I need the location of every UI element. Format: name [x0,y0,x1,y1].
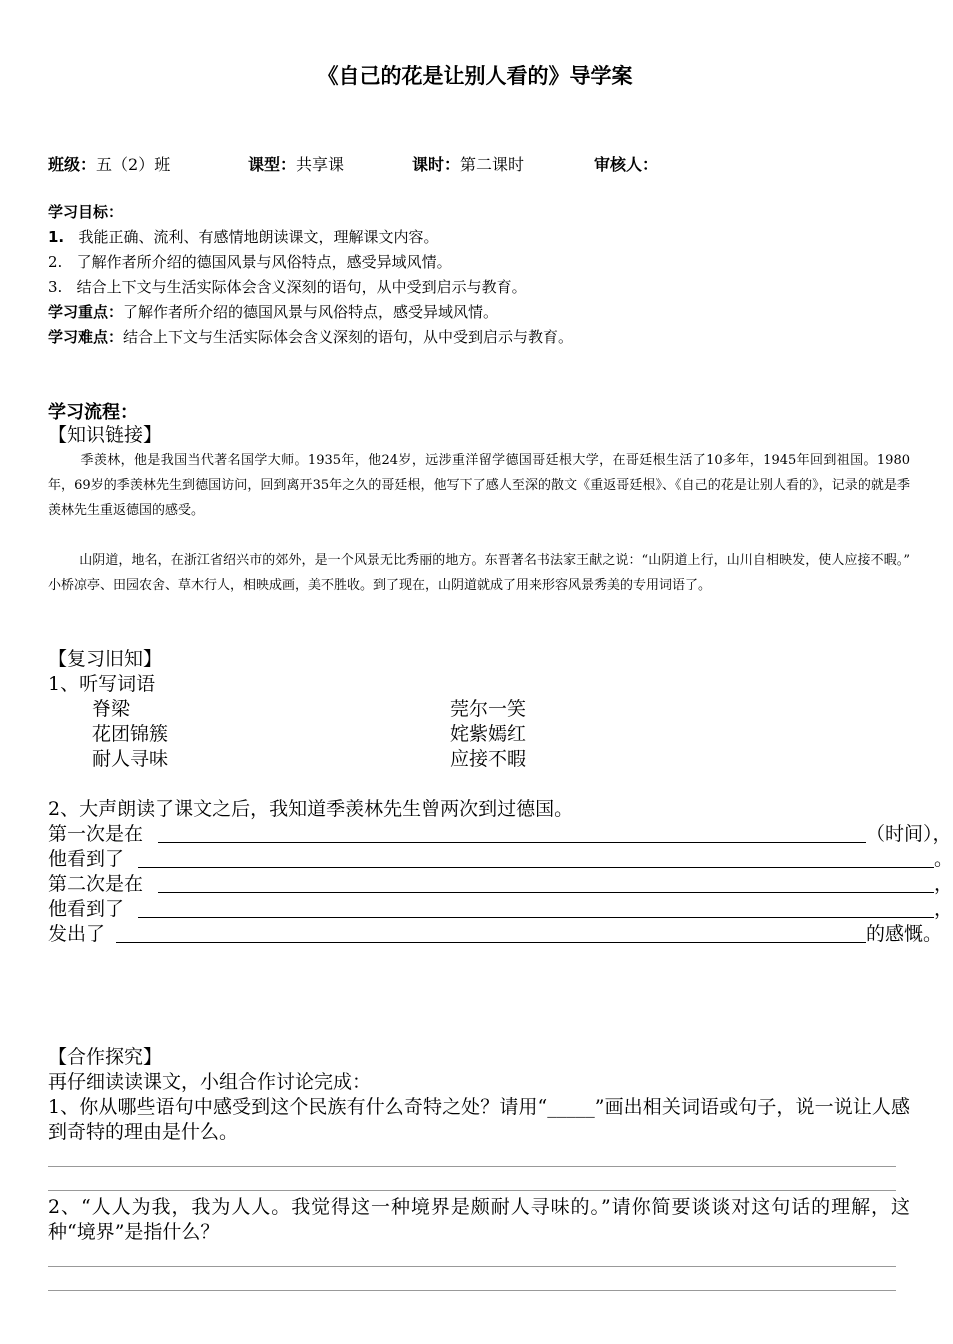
dictation-word: 花团锦簇 [92,723,169,745]
dictation-word: 莞尔一笑 [450,698,527,720]
fill-row-first-visit-saw: 他看到了 。 [48,848,953,870]
germany-visits-question: 2、大声朗读了课文之后，我知道季羡林先生曾两次到过德国。 [48,798,574,820]
knowledge-paragraph-1: 季羡林，他是我国当代著名国学大师。1935年，他24岁，远涉重洋留学德国哥廷根大学，在哥廷根生活了10多年，1945年回到祖国。1980年，69岁的季羡林先生到德国访问，回到离开35年之久的哥廷根，他写下了感人至深的散文《重返哥廷根》、《自己的花是让别人看的》，记录的就是季羡林先生重返德国的感受。 [48,453,910,518]
fill-row-first-visit-time: 第一次是在 （时间）， [48,823,952,845]
fill-row-second-visit-time: 第二次是在 ， [48,873,953,895]
answer-line[interactable] [48,1266,896,1267]
review-heading: 【复习旧知】 [48,648,163,670]
coop-question-1: 1、你从哪些语句中感受到这个民族有什么奇特之处？请用“_____”画出相关词语或句子，说一说让人感到奇特的理由是什么。 [48,1096,910,1143]
learning-goals [48,200,908,350]
fill-blank-line[interactable] [138,867,934,868]
lesson-type-info [248,152,344,175]
key-point: 学习重点：了解作者所介绍的德国风景与风俗特点，感受异域风情。 [48,303,499,321]
dictation-word: 应接不暇 [450,748,527,770]
dictation-words-right [450,697,526,772]
goal-item: 2. 了解作者所介绍的德国风景与风俗特点，感受异域风情。 [48,253,452,271]
goal-item: 1. 我能正确、流利、有感情地朗读课文，理解课文内容。 [48,228,439,246]
dictation-question: 1、听写词语 [48,673,156,695]
reviewer-label: 审核人： [594,155,659,174]
knowledge-paragraph-2: 山阴道，地名，在浙江省绍兴市的郊外，是一个风景无比秀丽的地方。东晋著名书法家王献之说：“山阴道上行，山川自相映发，使人应接不暇。” 小桥凉亭、田园农舍、草木行人，相映成画，美不胜收。到了现在，山阴道就成了用来形容风景秀美的专用词语了。 [48,553,924,593]
class-info [48,152,170,175]
lesson-type-label: 课型： [248,155,297,174]
difficulty-point: 学习难点：结合上下文与生活实际体会含义深刻的语句，从中受到启示与教育。 [48,328,574,346]
coop-question-2: 2、“人人为我，我为人人。我觉得这一种境界是颇耐人寻味的。”请你简要谈谈对这句话的理解，这种“境界”是指什么？ [48,1196,910,1243]
fill-blank-line[interactable] [116,942,866,943]
fill-blank-line[interactable] [158,892,934,893]
knowledge-heading: 【知识链接】 [48,424,163,446]
goal-item: 3. 结合上下文与生活实际体会含义深刻的语句，从中受到启示与教育。 [48,278,527,296]
period-label: 课时： [412,155,461,174]
fill-row-feeling: 发出了 的感慨。 [48,923,943,945]
coop-intro: 再仔细读读课文，小组合作讨论完成： [48,1071,372,1093]
dictation-words-left [92,697,168,772]
dictation-word: 耐人寻味 [92,748,169,770]
coop-heading: 【合作探究】 [48,1046,163,1068]
lesson-type-value: 共享课 [296,155,345,174]
process-heading: 学习流程： [48,402,138,423]
answer-line[interactable] [48,1290,896,1291]
period-info [412,152,524,175]
class-value: 五（2）班 [96,155,171,174]
reviewer-info [594,152,658,175]
answer-line[interactable] [48,1166,896,1167]
page-title: 《自己的花是让别人看的》导学案 [317,64,633,88]
goals-heading: 学习目标： [48,203,124,221]
class-label: 班级： [48,155,97,174]
period-value: 第二课时 [460,155,525,174]
fill-blank-line[interactable] [158,842,866,843]
answer-line[interactable] [48,1190,896,1191]
meta-row [48,152,908,176]
dictation-word: 脊梁 [92,698,131,720]
fill-row-second-visit-saw: 他看到了 ， [48,898,953,920]
fill-blank-line[interactable] [138,917,934,918]
dictation-word: 姹紫嫣红 [450,723,527,745]
